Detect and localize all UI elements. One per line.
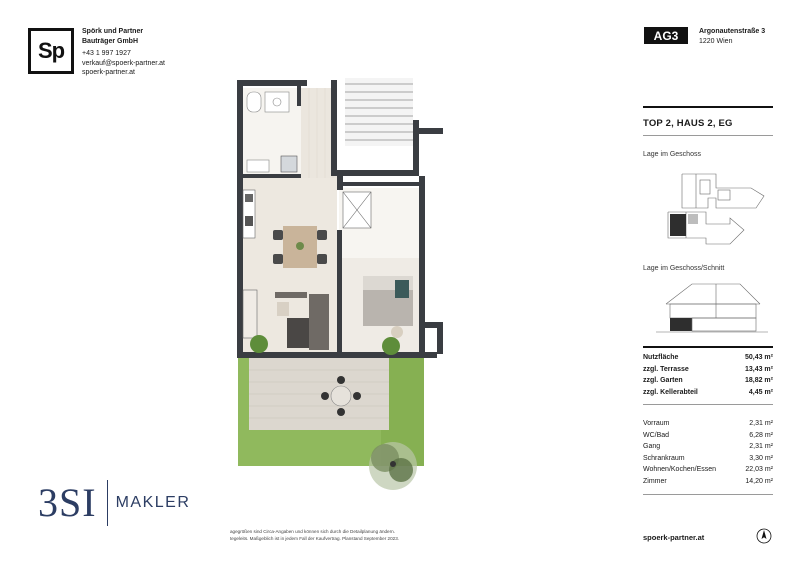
company-phone[interactable]: +43 1 997 1927 [82,50,131,57]
area-value: 4,45 m² [748,388,773,396]
company-logo [28,28,74,74]
divider [643,346,773,348]
room-value: 3,30 m² [749,454,773,462]
area-row [643,387,773,399]
room-row [643,441,773,453]
footer-website[interactable]: spoerk-partner.at [643,533,705,542]
kitchen [243,190,255,238]
company-web[interactable]: spoerk-partner.at [82,69,135,76]
staircase [345,78,413,176]
room-area-table [643,418,773,487]
area-value: 13,43 m² [744,365,773,373]
company-logo-text: Sp [37,38,65,63]
company-name-1: Spörk und Partner [82,28,144,35]
company-email[interactable]: verkauf@spoerk-partner.at [82,59,165,67]
room-value: 14,20 m² [745,477,773,485]
area-value: 50,43 m² [744,354,773,362]
room-value: 6,28 m² [749,431,773,439]
room-label: Vorraum [643,420,670,428]
tree [369,442,417,490]
divider [643,135,773,136]
broker-logo [38,480,190,526]
area-row [643,375,773,387]
room-label: Schrankraum [643,454,685,462]
company-name-2: Bauträger GmbH [82,37,139,45]
room-row [643,418,773,430]
area-label: zzgl. Terrasse [643,365,689,373]
project-address [699,27,765,46]
unit-title: TOP 2, HAUS 2, EG [643,118,733,129]
project-street: Argonautenstraße 3 [699,28,766,35]
company-info [82,27,165,78]
area-label: zzgl. Kellerabteil [643,388,698,396]
room-label: WC/Bad [643,431,670,439]
room-value: 2,31 m² [749,420,773,428]
floor-plan [225,70,450,500]
divider [643,106,773,108]
divider [643,494,773,495]
area-row [643,352,773,364]
disclaimer [230,528,450,542]
broker-name-big: 3SI [38,480,97,525]
room-label: Wohnen/Kochen/Essen [643,466,717,474]
section-location-thumbnail [656,280,768,336]
room-row [643,430,773,442]
room-row [643,476,773,488]
broker-separator [107,480,108,526]
main-area-table [643,352,773,398]
project-badge: AG3 [644,27,688,44]
area-value: 18,82 m² [744,377,773,385]
room-label: Zimmer [643,477,667,485]
area-row [643,364,773,376]
floor-location-thumbnail [656,168,768,248]
disclaimer-line: agegrößen sind Circa-Angaben und können sich durch die Detailplanung ändern. [230,529,395,534]
area-label: Nutzfläche [643,354,679,362]
disclaimer-line: tegeleits. Maßgeblich ist in jedem Fall der Kaufvertrag. Planstand September 2023. [230,536,400,541]
room-row [643,453,773,465]
project-city: 1220 Wien [699,37,733,45]
room-row [643,464,773,476]
room-value: 2,31 m² [749,443,773,451]
section-location-label: Lage im Geschoss/Schnitt [643,265,725,272]
room-label: Gang [643,443,661,451]
room-value: 22,03 m² [745,466,773,474]
area-label: zzgl. Garten [643,377,683,385]
north-arrow-icon [756,528,772,544]
broker-name-small: MAKLER [115,494,191,511]
divider [643,404,773,405]
floor-location-label: Lage im Geschoss [643,151,701,158]
